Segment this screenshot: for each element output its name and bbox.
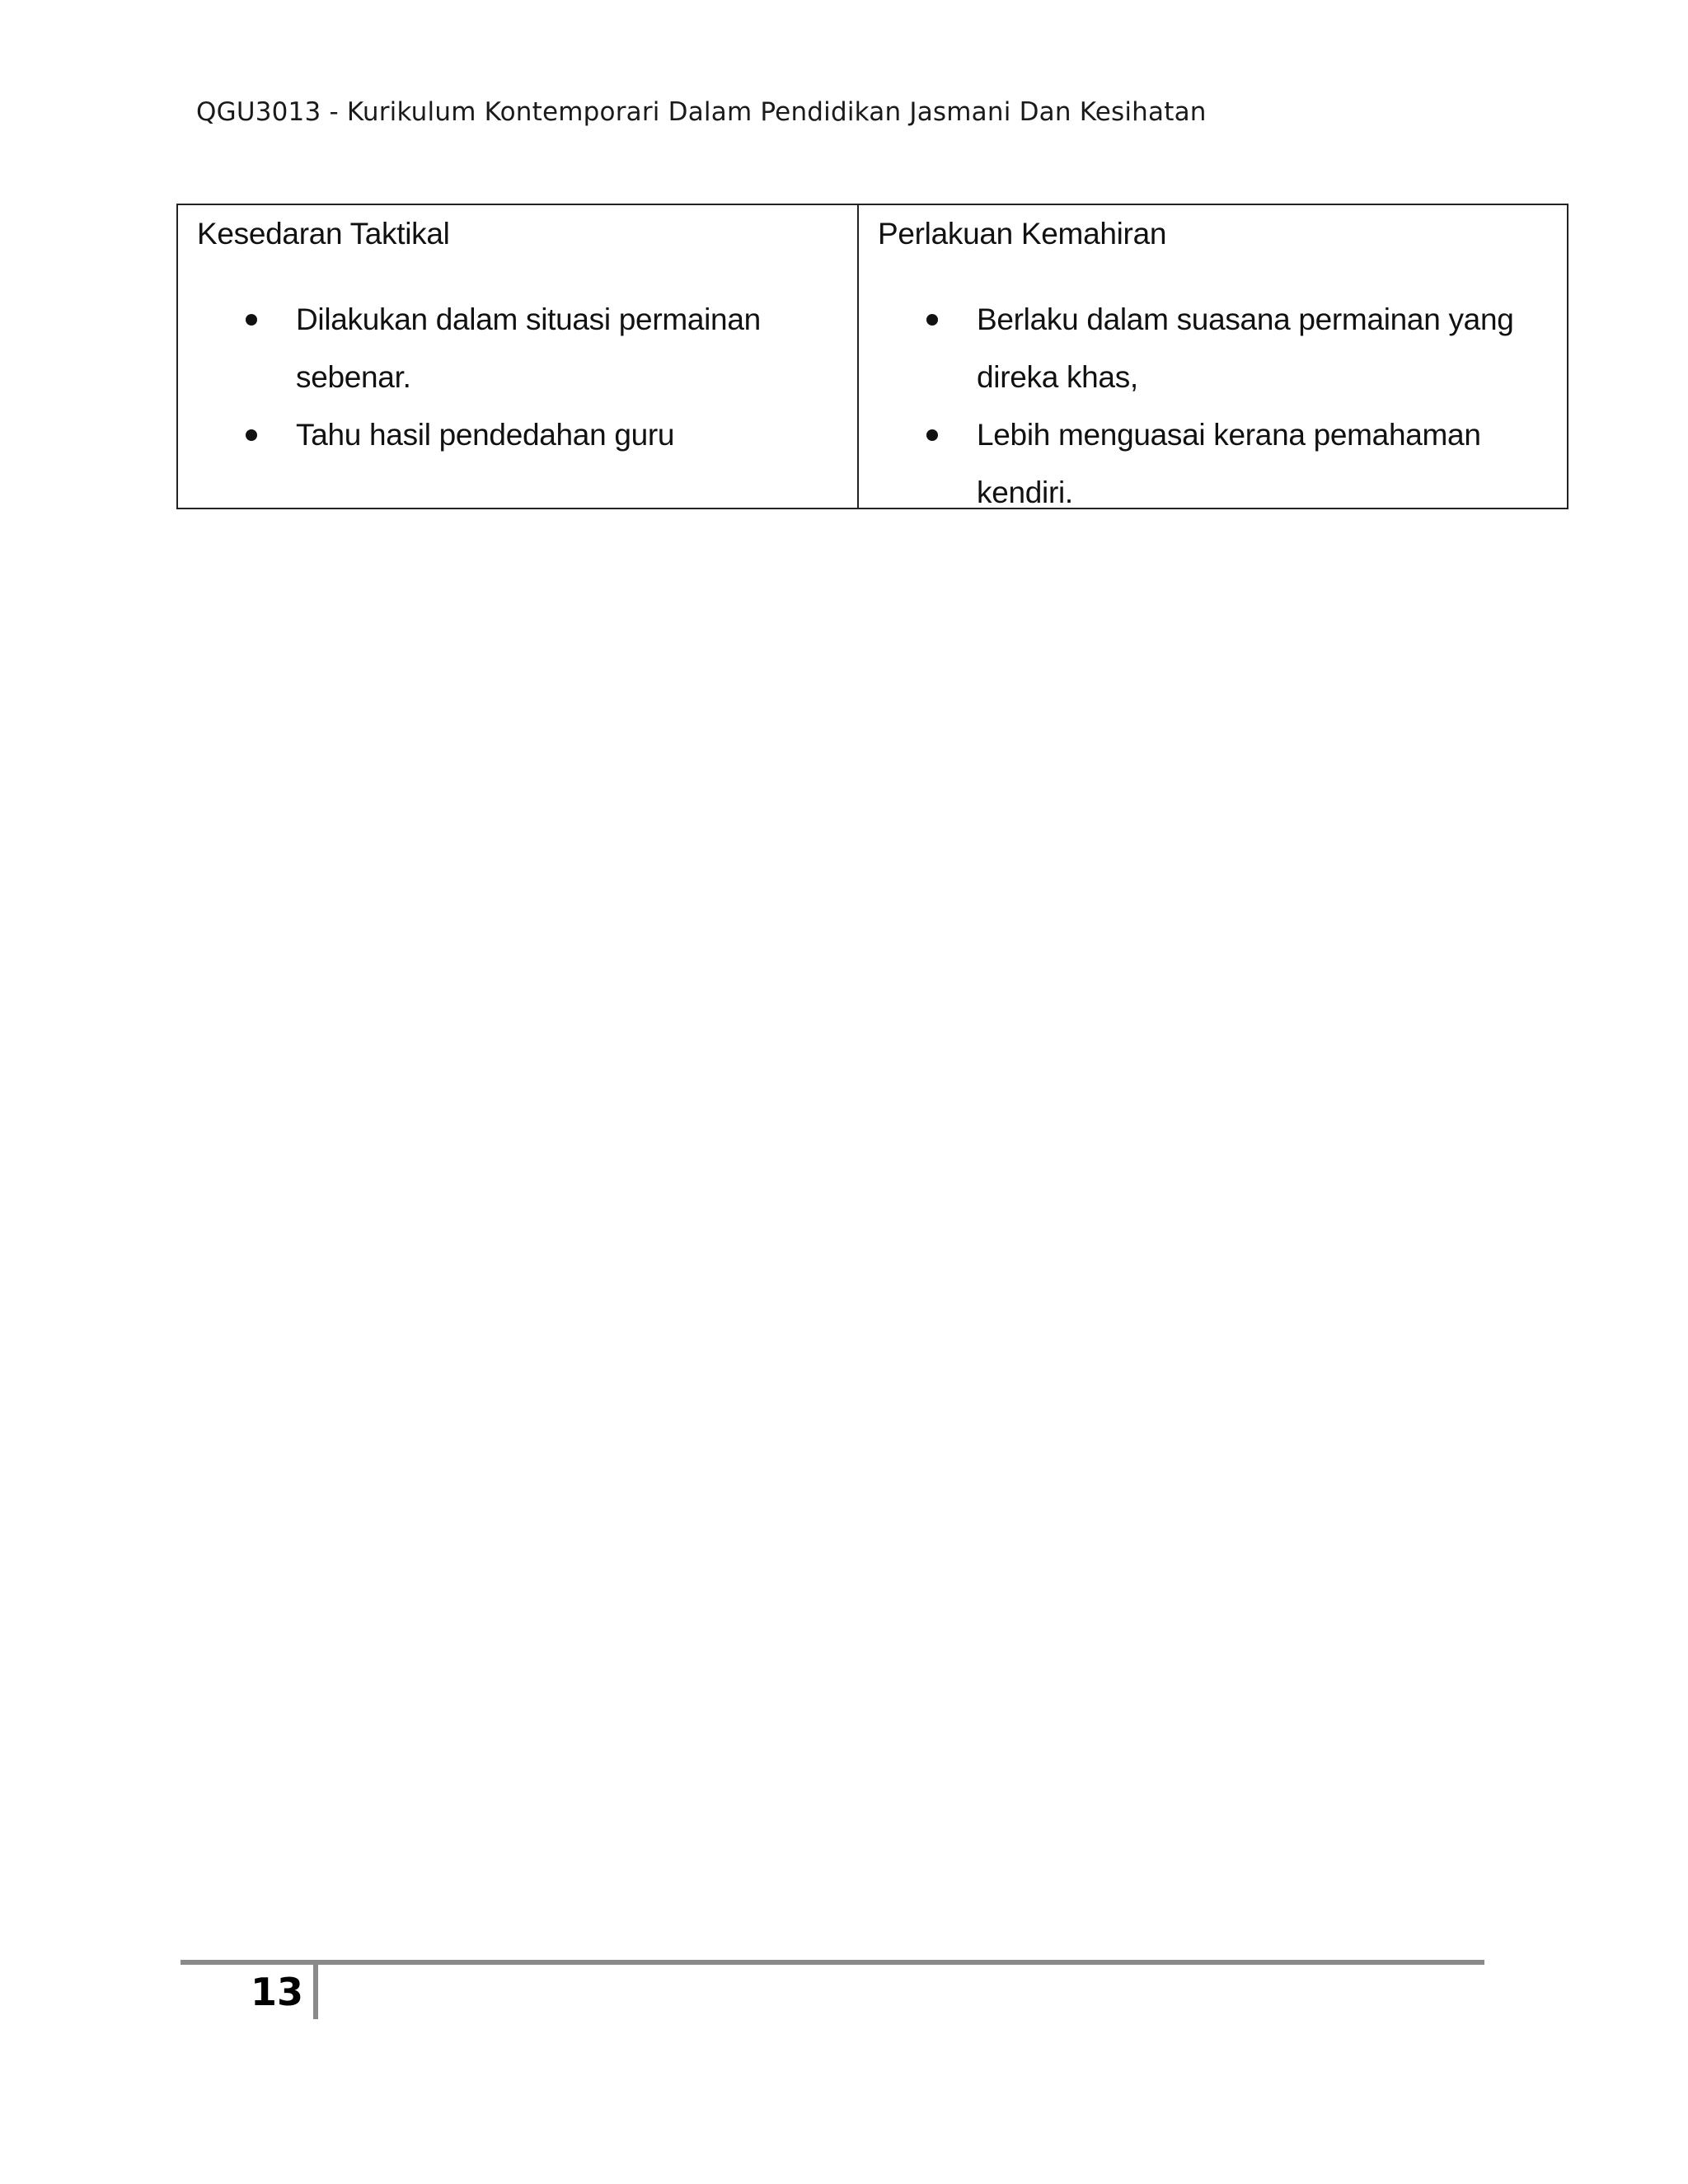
footer-rule — [181, 1960, 1484, 1965]
bullet-list — [859, 291, 1578, 522]
list-item — [178, 406, 848, 464]
footer-divider — [313, 1965, 318, 2019]
column-heading: Perlakuan Kemahiran — [878, 217, 1167, 251]
bullet-icon — [926, 314, 938, 326]
list-item — [859, 291, 1578, 406]
column-heading: Kesedaran Taktikal — [197, 217, 450, 251]
list-item — [178, 291, 848, 406]
list-item-text: Berlaku dalam suasana permainan yang direka khas, — [977, 302, 1514, 394]
comparison-table — [176, 204, 1568, 509]
list-item — [859, 406, 1578, 522]
bullet-icon — [246, 314, 257, 326]
page-header-title: QGU3013 - Kurikulum Kontemporari Dalam Pendidikan Jasmani Dan Kesihatan — [196, 97, 1207, 127]
page-number: 13 — [250, 1970, 303, 2014]
list-item-text: Dilakukan dalam situasi permainan sebenar. — [296, 302, 761, 394]
bullet-icon — [926, 429, 938, 441]
table-column-perlakuan-kemahiran — [859, 205, 1567, 508]
bullet-list — [178, 291, 848, 464]
list-item-text: Lebih menguasai kerana pemahaman kendiri. — [977, 418, 1481, 509]
bullet-icon — [246, 429, 257, 441]
table-column-kesedaran-taktikal — [178, 205, 859, 508]
list-item-text: Tahu hasil pendedahan guru — [296, 418, 675, 452]
